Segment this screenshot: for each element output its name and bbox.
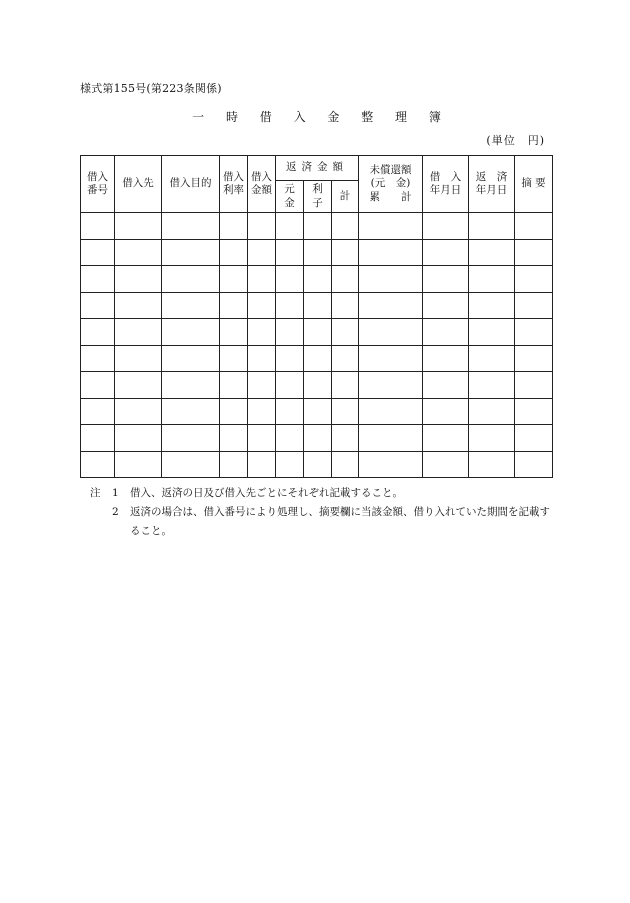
header-remarks: 摘 要 <box>515 156 553 213</box>
table-cell[interactable] <box>276 451 304 478</box>
table-cell[interactable] <box>469 319 515 346</box>
table-cell[interactable] <box>162 451 220 478</box>
table-cell[interactable] <box>469 372 515 399</box>
table-cell[interactable] <box>248 398 276 425</box>
table-cell[interactable] <box>332 266 359 293</box>
header-outstanding: 未償還額 (元 金) 累 計 <box>359 156 423 213</box>
table-cell[interactable] <box>276 266 304 293</box>
table-cell[interactable] <box>220 451 248 478</box>
table-cell[interactable] <box>81 425 115 452</box>
table-cell[interactable] <box>115 319 162 346</box>
document-title: 一 時 借 入 金 整 理 簿 <box>192 110 450 124</box>
table-cell[interactable] <box>304 319 332 346</box>
table-cell[interactable] <box>220 266 248 293</box>
table-cell[interactable] <box>81 266 115 293</box>
table-cell[interactable] <box>276 425 304 452</box>
table-cell[interactable] <box>515 398 553 425</box>
table-cell[interactable] <box>515 319 553 346</box>
table-cell[interactable] <box>515 425 553 452</box>
table-cell[interactable] <box>515 213 553 240</box>
header-repayment-group: 返済金額 <box>276 156 359 181</box>
table-cell[interactable] <box>115 451 162 478</box>
table-cell[interactable] <box>423 451 469 478</box>
note-text: 返済の場合は、借入番号により処理し、摘要欄に当該金額、借り入れていた期間を記載すること。 <box>130 506 550 537</box>
table-cell[interactable] <box>115 372 162 399</box>
table-cell[interactable] <box>276 345 304 372</box>
table-cell[interactable] <box>162 292 220 319</box>
table-cell[interactable] <box>304 345 332 372</box>
header-repay-date: 返 済 年月日 <box>469 156 515 213</box>
table-cell[interactable] <box>332 319 359 346</box>
table-cell[interactable] <box>81 451 115 478</box>
table-cell[interactable] <box>81 292 115 319</box>
table-cell[interactable] <box>248 213 276 240</box>
table-cell[interactable] <box>162 213 220 240</box>
table-cell[interactable] <box>469 213 515 240</box>
table-cell[interactable] <box>248 292 276 319</box>
table-cell[interactable] <box>359 213 423 240</box>
table-cell[interactable] <box>248 345 276 372</box>
table-cell[interactable] <box>115 239 162 266</box>
table-cell[interactable] <box>359 319 423 346</box>
notes-prefix: 注 <box>90 487 101 499</box>
table-cell[interactable] <box>304 372 332 399</box>
table-cell[interactable] <box>423 239 469 266</box>
table-cell[interactable] <box>115 345 162 372</box>
table-cell[interactable] <box>469 345 515 372</box>
ledger-table <box>80 155 553 478</box>
table-cell[interactable] <box>248 372 276 399</box>
table-cell[interactable] <box>276 213 304 240</box>
table-cell[interactable] <box>423 266 469 293</box>
table-cell[interactable] <box>276 398 304 425</box>
table-row <box>81 398 553 425</box>
note-item <box>90 503 560 541</box>
table-cell[interactable] <box>423 319 469 346</box>
table-cell[interactable] <box>359 372 423 399</box>
header-amount: 借入 金額 <box>248 156 276 213</box>
table-cell[interactable] <box>81 213 115 240</box>
table-cell[interactable] <box>220 213 248 240</box>
table-cell[interactable] <box>115 292 162 319</box>
note-indent <box>90 503 112 541</box>
table-row <box>81 425 553 452</box>
table-cell[interactable] <box>423 425 469 452</box>
table-cell[interactable] <box>332 398 359 425</box>
table-cell[interactable] <box>515 292 553 319</box>
table-cell[interactable] <box>81 372 115 399</box>
table-cell[interactable] <box>304 292 332 319</box>
table-cell[interactable] <box>115 398 162 425</box>
table-row <box>81 451 553 478</box>
note-number: 2 <box>112 506 119 518</box>
table-cell[interactable] <box>304 398 332 425</box>
table-cell[interactable] <box>220 319 248 346</box>
table-cell[interactable] <box>115 213 162 240</box>
table-cell[interactable] <box>359 451 423 478</box>
table-cell[interactable] <box>115 425 162 452</box>
table-cell[interactable] <box>304 266 332 293</box>
table-row <box>81 372 553 399</box>
table-cell[interactable] <box>248 266 276 293</box>
table-cell[interactable] <box>276 319 304 346</box>
table-row <box>81 292 553 319</box>
header-interest: 利 子 <box>304 181 332 213</box>
table-cell[interactable] <box>515 266 553 293</box>
ledger-body <box>81 213 553 478</box>
table-cell[interactable] <box>469 239 515 266</box>
table-cell[interactable] <box>359 425 423 452</box>
table-cell[interactable] <box>162 319 220 346</box>
table-cell[interactable] <box>248 239 276 266</box>
table-cell[interactable] <box>162 372 220 399</box>
table-cell[interactable] <box>81 345 115 372</box>
table-cell[interactable] <box>304 213 332 240</box>
table-cell[interactable] <box>220 425 248 452</box>
table-row <box>81 345 553 372</box>
table-cell[interactable] <box>515 451 553 478</box>
table-cell[interactable] <box>332 451 359 478</box>
table-cell[interactable] <box>220 372 248 399</box>
header-borrow-date: 借 入 年月日 <box>423 156 469 213</box>
header-purpose: 借入目的 <box>162 156 220 213</box>
table-cell[interactable] <box>220 292 248 319</box>
notes-section <box>90 484 560 541</box>
table-cell[interactable] <box>220 345 248 372</box>
table-cell[interactable] <box>115 266 162 293</box>
table-cell[interactable] <box>162 239 220 266</box>
note-item <box>90 484 560 503</box>
table-cell[interactable] <box>515 239 553 266</box>
table-cell[interactable] <box>304 425 332 452</box>
table-cell[interactable] <box>81 239 115 266</box>
header-lender: 借入先 <box>115 156 162 213</box>
table-row <box>81 213 553 240</box>
table-cell[interactable] <box>220 239 248 266</box>
table-cell[interactable] <box>469 451 515 478</box>
table-cell[interactable] <box>332 213 359 240</box>
table-cell[interactable] <box>469 425 515 452</box>
table-cell[interactable] <box>162 398 220 425</box>
table-cell[interactable] <box>469 266 515 293</box>
table-cell[interactable] <box>276 239 304 266</box>
table-cell[interactable] <box>423 398 469 425</box>
table-cell[interactable] <box>359 292 423 319</box>
table-row <box>81 239 553 266</box>
table-cell[interactable] <box>359 398 423 425</box>
form-number: 様式第155号(第223条関係) <box>80 82 222 95</box>
table-cell[interactable] <box>469 398 515 425</box>
table-cell[interactable] <box>469 292 515 319</box>
table-cell[interactable] <box>332 425 359 452</box>
table-cell[interactable] <box>515 372 553 399</box>
table-cell[interactable] <box>423 372 469 399</box>
header-borrow-no: 借入 番号 <box>81 156 115 213</box>
table-cell[interactable] <box>162 345 220 372</box>
table-cell[interactable] <box>332 345 359 372</box>
note-text: 借入、返済の日及び借入先ごとにそれぞれ記載すること。 <box>130 487 403 499</box>
table-cell[interactable] <box>276 292 304 319</box>
table-cell[interactable] <box>423 292 469 319</box>
table-row <box>81 266 553 293</box>
table-cell[interactable] <box>332 372 359 399</box>
table-row <box>81 319 553 346</box>
table-cell[interactable] <box>332 292 359 319</box>
table-cell[interactable] <box>248 425 276 452</box>
table-cell[interactable] <box>515 345 553 372</box>
table-cell[interactable] <box>359 345 423 372</box>
table-cell[interactable] <box>81 319 115 346</box>
header-total: 計 <box>332 181 359 213</box>
table-cell[interactable] <box>423 345 469 372</box>
table-cell[interactable] <box>162 425 220 452</box>
table-cell[interactable] <box>81 398 115 425</box>
table-cell[interactable] <box>359 239 423 266</box>
table-cell[interactable] <box>423 213 469 240</box>
table-cell[interactable] <box>304 451 332 478</box>
table-cell[interactable] <box>304 239 332 266</box>
table-cell[interactable] <box>276 372 304 399</box>
table-cell[interactable] <box>248 451 276 478</box>
table-cell[interactable] <box>332 239 359 266</box>
table-cell[interactable] <box>220 398 248 425</box>
table-cell[interactable] <box>248 319 276 346</box>
table-cell[interactable] <box>359 266 423 293</box>
header-principal: 元 金 <box>276 181 304 213</box>
note-number: 1 <box>112 487 119 499</box>
unit-note: (単位 円) <box>486 134 545 147</box>
header-rate: 借入 利率 <box>220 156 248 213</box>
table-cell[interactable] <box>162 266 220 293</box>
